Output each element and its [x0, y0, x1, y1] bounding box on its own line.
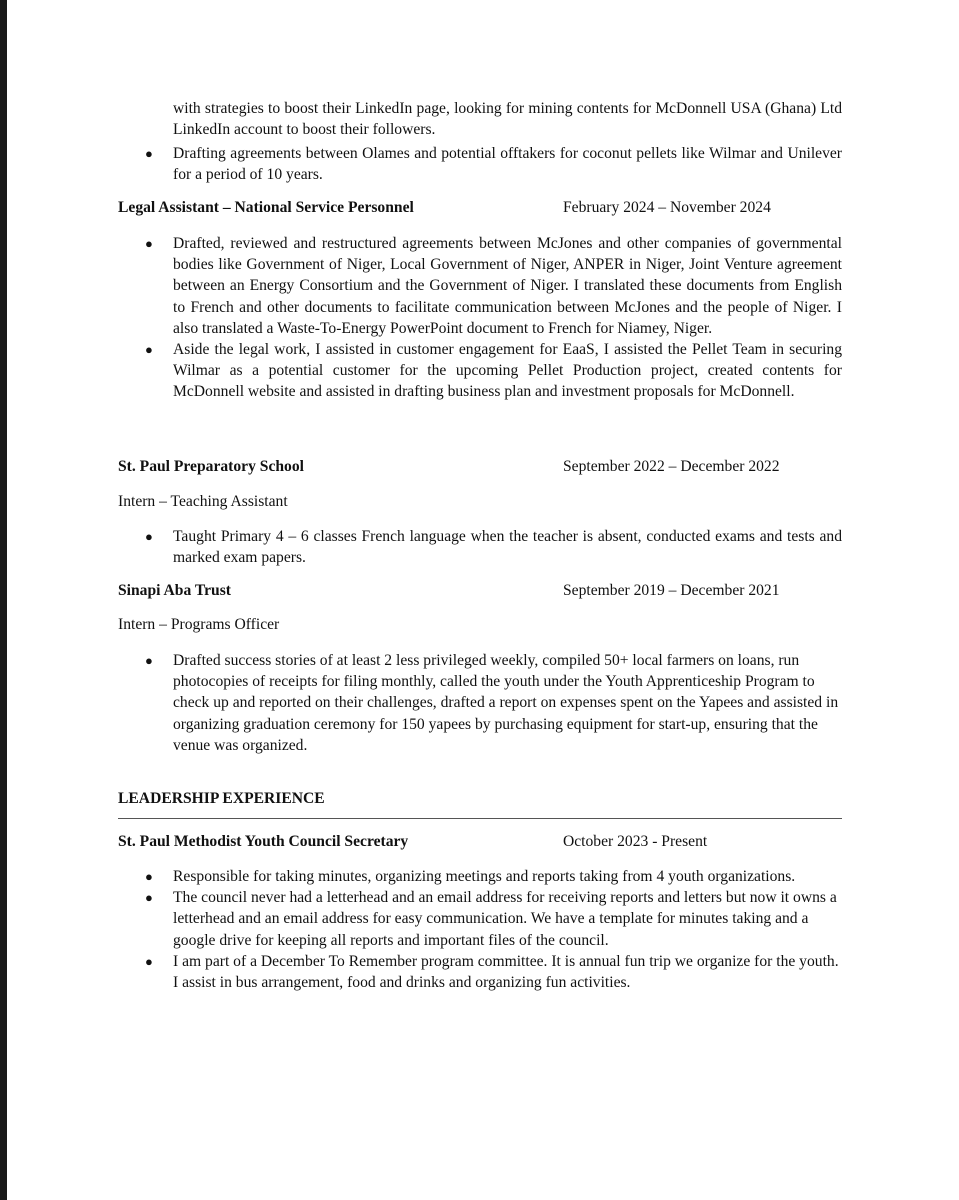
list-item: ● Taught Primary 4 – 6 classes French language when the teacher is absent, conducted exams and tests and marked exam papers. [145, 528, 842, 567]
leadership-bullet-list [118, 866, 842, 993]
list-item: ● Aside the legal work, I assisted in customer engagement for EaaS, I assisted the Pellet Team in securing Wilmar as a potential customer for the upcoming Pellet Production project, created contents for McDonnell website and assisted in drafting business plan and investment proposals for McDonnell. [145, 341, 842, 401]
list-item: ● Responsible for taking minutes, organizing meetings and reports taking from 4 youth organizations. [118, 866, 842, 887]
list-item: ● Drafted success stories of at least 2 less privileged weekly, compiled 50+ local farmers on loans, run photocopies of receipts for filing monthly, called the youth under the Youth Apprenticeship Program to check up and reported on their challenges, drafted a report on expenses spent on the Yapees and assisted in organizing graduation ceremony for 150 yapees by purchasing equipment for start-up, ensuring that the venue was organized. [145, 652, 839, 754]
bullet-dot: ● [145, 953, 153, 969]
job-dates-legal-assistant: February 2024 – November 2024 [563, 199, 771, 216]
job-dates-sinapi-aba-trust: September 2019 – December 2021 [563, 582, 780, 599]
bullet-dot: ● [145, 342, 153, 358]
bullet-dot: ● [145, 236, 153, 251]
list-item: ● The council never had a letterhead and an email address for receiving reports and letters but now it owns a letterhead and an email address for easy communication. We have a template for minutes taking and a google drive for keeping all reports and important files of the council. [145, 889, 837, 949]
previous-bullet-continuation: with strategies to boost their LinkedIn page, looking for mining contents for McDonnell USA (Ghana) Ltd LinkedIn account to boost their followers. [173, 100, 842, 139]
list-item: ● Drafted, reviewed and restructured agreements between McJones and other companies of governmental bodies like Government of Niger, Local Government of Niger, ANPER in Niger, Joint Venture agreement between an Energy Consortium and the Government of Niger. I translated these documents from English to French and other documents to facilitate communication between McJones and the people of Niger. I also translated a Waste-To-Energy PowerPoint document to French for Niamey, Niger. [145, 235, 842, 337]
bullet-dot: ● [145, 653, 153, 668]
section-heading-leadership: LEADERSHIP EXPERIENCE [118, 790, 325, 807]
bullet-dot: ● [145, 869, 153, 884]
intro-bullet-list [118, 143, 842, 185]
job-title-sinapi-aba-trust: Sinapi Aba Trust [118, 582, 231, 599]
job-title-st-paul-preparatory: St. Paul Preparatory School [118, 458, 304, 475]
job-title-legal-assistant: Legal Assistant – National Service Personnel [118, 199, 414, 216]
bullet-dot: ● [145, 890, 153, 906]
leadership-title: St. Paul Methodist Youth Council Secretary [118, 833, 409, 850]
leadership-dates: October 2023 - Present [563, 833, 708, 850]
bullet-dot: ● [145, 146, 153, 161]
legal-assistant-bullet-list [118, 233, 842, 403]
job-dates-st-paul-preparatory: September 2022 – December 2022 [563, 458, 780, 475]
list-item: ● Drafting agreements between Olames and potential offtakers for coconut pellets like Wilmar and Unilever for a period of 10 years. [145, 145, 842, 184]
job-role-teaching-assistant: Intern – Teaching Assistant [118, 493, 288, 510]
job-role-programs-officer: Intern – Programs Officer [118, 616, 280, 633]
programs-officer-bullet-list [118, 650, 842, 756]
bullet-dot: ● [145, 529, 153, 544]
list-item: ● I am part of a December To Remember program committee. It is annual fun trip we organize for the youth. I assist in bus arrangement, food and drinks and organizing fun activities. [145, 952, 839, 992]
section-divider [118, 818, 842, 819]
teaching-assistant-bullet-list [118, 526, 842, 568]
